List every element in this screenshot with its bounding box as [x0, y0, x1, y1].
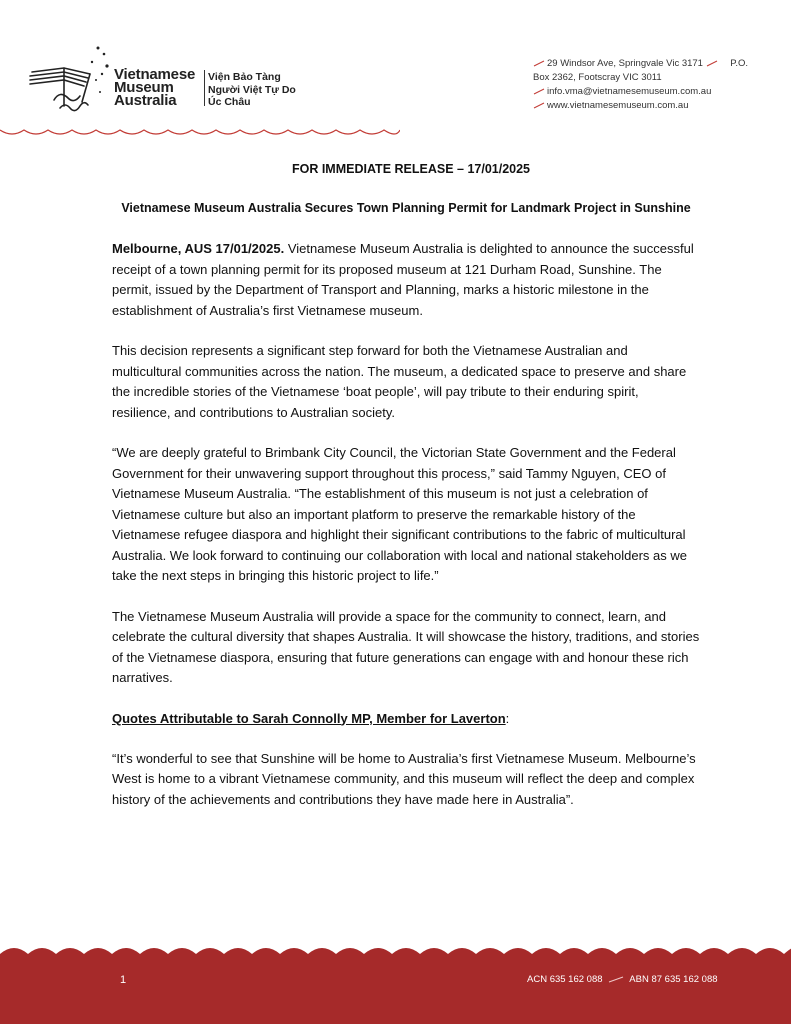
document-title: Vietnamese Museum Australia Secures Town Planning Permit for Landmark Project in Sunshine	[121, 201, 691, 215]
logo-vi-line-2: Người Việt Tự Do	[208, 83, 296, 96]
dateline: Melbourne, AUS 17/01/2025.	[112, 241, 285, 256]
contact-website-row	[533, 99, 773, 113]
contact-address-line-1: 29 Windsor Ave, Springvale Vic 3171 P.O.	[533, 57, 773, 71]
contact-website[interactable]: www.vietnamesemuseum.com.au	[547, 100, 689, 111]
press-release	[112, 162, 700, 830]
boat-logo-icon	[24, 44, 112, 114]
paragraph-2: This decision represents a significant step forward for both the Vietnamese Australian and multicultural communities across the nation. The museum, a dedicated space to preserve and share the incredible stories of the Vietnamese ‘boat people’, will pay tribute to their enduring spirit, resilience, and contributions to Australian society.	[112, 343, 687, 420]
contact-address-line-2: Box 2362, Footscray VIC 3011	[533, 72, 662, 83]
dash-icon	[533, 88, 545, 95]
abn-number: ABN 87 635 162 088	[629, 974, 718, 985]
paragraph-3: “We are deeply grateful to Brimbank City Council, the Victorian State Government and the Federal Government for their unwavering support throughout this process,” said Tammy Nguyen, CEO of Vietnamese Museum Australia. “The establishment of this museum is not just a celebration of Vietnamese culture but also an important platform to preserve the remarkable history of the Vietnamese refugee diaspora and highlight their significant contributions to the fabric of multicultural Australia. We look forward to continuing our collaboration with local and national stakeholders as we take the next steps in bringing this historic project to life.”	[112, 445, 687, 583]
footer-registration	[527, 974, 718, 985]
dash-icon	[607, 976, 625, 983]
dash-icon	[533, 102, 545, 109]
contact-email-row	[533, 85, 773, 99]
paragraph-1: Melbourne, AUS 17/01/2025. Vietnamese Museum Australia is delighted to announce the successful receipt of a town planning permit for its proposed museum at 121 Durham Road, Sunshine. The permit, issued by the Department of Transport and Planning, marks a historic milestone in the establishment of Australia’s first Vietnamese museum.	[112, 241, 694, 318]
logo-vi-line-1: Viện Bảo Tàng	[208, 71, 281, 83]
acn-number: ACN 635 162 088	[527, 974, 603, 985]
top-wave-divider	[0, 126, 400, 140]
paragraph-5: “It’s wonderful to see that Sunshine will be home to Australia’s first Vietnamese Museum. Melbourne’s West is home to a vibrant Vietnamese community, and this museum will reflect the deep and complex history of the achievements and contributions they have made here in Australia”.	[112, 750, 696, 807]
contact-email[interactable]: info.vma@vietnamesemuseum.com.au	[547, 86, 712, 97]
logo-vi-line-3: Úc Châu	[208, 96, 251, 108]
logo-divider	[204, 70, 205, 106]
logo-vietnamese-name	[208, 71, 296, 109]
logo-english-name	[114, 68, 195, 107]
paragraph-4: The Vietnamese Museum Australia will provide a space for the community to connect, learn, and celebrate the cultural diversity that shapes Australia. It will showcase the history, traditions, and stories of the Vietnamese diaspora, ensuring that future generations can engage with and honour these rich narratives.	[112, 608, 700, 685]
page-number: 1	[120, 974, 127, 986]
quote-heading: Quotes Attributable to Sarah Connolly MP, Member for Laverton:	[112, 710, 510, 726]
logo-line-3: Australia	[114, 92, 177, 109]
dash-icon	[533, 60, 545, 67]
logo-line-2: Museum	[114, 79, 174, 96]
dash-icon	[706, 60, 718, 67]
museum-logo	[24, 44, 324, 124]
contact-details	[533, 57, 773, 113]
release-line: FOR IMMEDIATE RELEASE – 17/01/2025	[291, 162, 531, 176]
contact-po: P.O.	[730, 58, 749, 69]
logo-line-1: Vietnamese	[114, 66, 196, 83]
